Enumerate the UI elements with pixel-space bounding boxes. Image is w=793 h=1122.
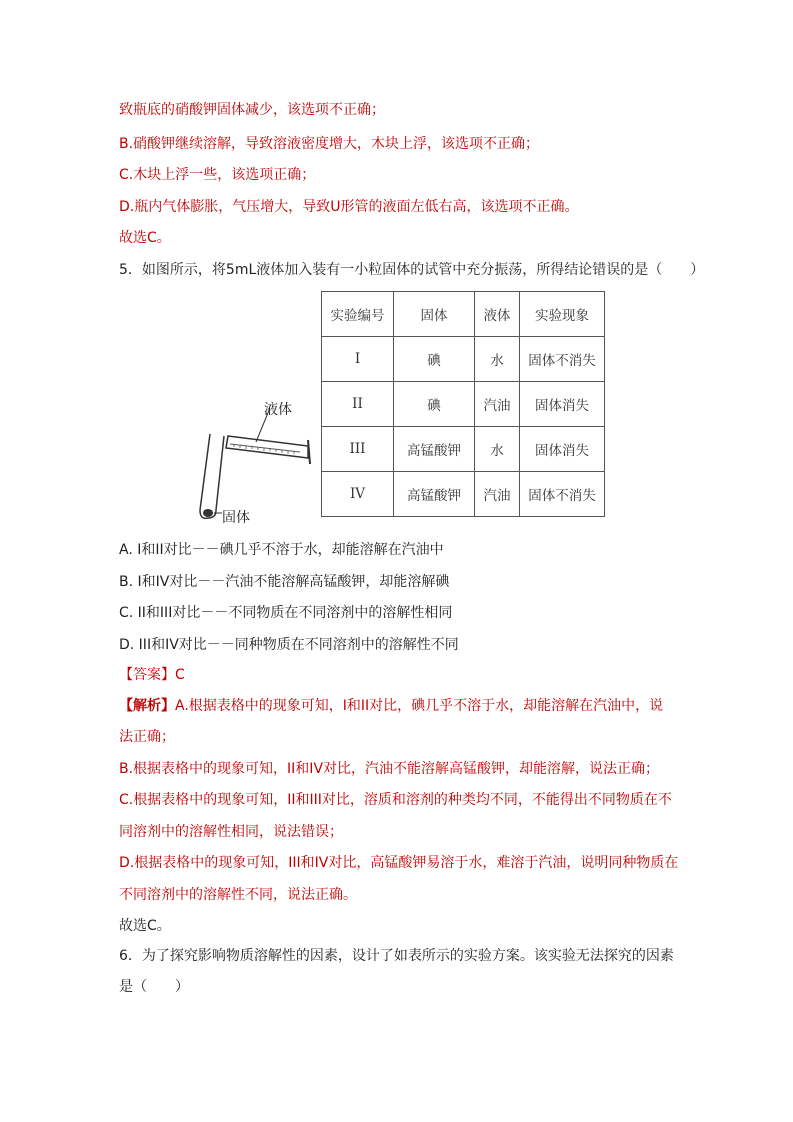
question-5-stem: 5．如图所示，将5mL液体加入装有一小粒固体的试管中充分振荡，所得结论错误的是（ ） bbox=[119, 262, 705, 278]
solid-label: 固体 bbox=[222, 510, 250, 526]
table-cell: 高锰酸钾 bbox=[394, 427, 475, 472]
table-cell: 固体消失 bbox=[520, 382, 605, 427]
analysis-text: A.根据表格中的现象可知，I和II对比，碘几乎不溶于水，却能溶解在汽油中，说 bbox=[175, 698, 664, 714]
question-6-stem-cont: 是（ ） bbox=[119, 979, 189, 995]
liquid-label: 液体 bbox=[264, 402, 292, 418]
option-b: B. I和IV对比－－汽油不能溶解高锰酸钾，却能溶解碘 bbox=[119, 574, 450, 590]
table-cell: 碘 bbox=[394, 337, 475, 382]
option-d: D. III和IV对比－－同种物质在不同溶剂中的溶解性不同 bbox=[119, 637, 459, 653]
table-header-row bbox=[322, 292, 605, 337]
table-cell: 水 bbox=[475, 427, 520, 472]
analysis-line: 致瓶底的硝酸钾固体减少，该选项不正确； bbox=[119, 102, 385, 118]
option-a: A. I和II对比－－碘几乎不溶于水，却能溶解在汽油中 bbox=[119, 542, 444, 558]
table-row bbox=[322, 472, 605, 517]
table-header: 实验编号 bbox=[322, 292, 394, 337]
table-cell: 碘 bbox=[394, 382, 475, 427]
question-6-stem: 6．为了探究影响物质溶解性的因素，设计了如表所示的实验方案。该实验无法探究的因素 bbox=[119, 948, 674, 964]
analysis-tag: 【解析】 bbox=[119, 698, 175, 714]
table-cell: I bbox=[322, 337, 394, 382]
answer-line: 【答案】C bbox=[119, 667, 185, 683]
table-row bbox=[322, 337, 605, 382]
analysis-line-a1 bbox=[119, 696, 663, 716]
solid-particle bbox=[203, 509, 213, 517]
table-cell: 水 bbox=[475, 337, 520, 382]
table-cell: II bbox=[322, 382, 394, 427]
table-header: 固体 bbox=[394, 292, 475, 337]
analysis-line: D.根据表格中的现象可知，III和IV对比，高锰酸钾易溶于水，难溶于汽油，说明同种物质在 bbox=[119, 855, 679, 871]
table-cell: 汽油 bbox=[475, 382, 520, 427]
vertical-test-tube bbox=[200, 434, 224, 518]
table-cell: 高锰酸钾 bbox=[394, 472, 475, 517]
analysis-line: 不同溶剂中的溶解性不同，说法正确。 bbox=[119, 887, 357, 903]
table-cell: 固体消失 bbox=[520, 427, 605, 472]
conclusion-line: 故选C。 bbox=[119, 230, 171, 246]
analysis-line: C.根据表格中的现象可知，II和III对比，溶质和溶剂的种类均不同，不能得出不同物质在不 bbox=[119, 792, 672, 808]
table-header: 液体 bbox=[475, 292, 520, 337]
table-cell: 汽油 bbox=[475, 472, 520, 517]
analysis-line: D.瓶内气体膨胀，气压增大，导致U形管的液面左低右高，该选项不正确。 bbox=[119, 199, 579, 215]
table-header: 实验现象 bbox=[520, 292, 605, 337]
analysis-line: C.木块上浮一些，该选项正确； bbox=[119, 167, 316, 183]
table-row bbox=[322, 427, 605, 472]
table-cell: 固体不消失 bbox=[520, 472, 605, 517]
analysis-line: B.硝酸钾继续溶解，导致溶液密度增大，木块上浮，该选项不正确； bbox=[119, 136, 540, 152]
table-cell: 固体不消失 bbox=[520, 337, 605, 382]
test-tube-figure bbox=[190, 400, 320, 525]
table-row bbox=[322, 382, 605, 427]
analysis-line: 同溶剂中的溶解性相同，说法错误； bbox=[119, 824, 343, 840]
experiment-table bbox=[321, 291, 605, 517]
analysis-line: B.根据表格中的现象可知，II和IV对比，汽油不能溶解高锰酸钾，却能溶解，说法正确； bbox=[119, 761, 660, 777]
analysis-line: 法正确； bbox=[119, 729, 175, 745]
conclusion-line: 故选C。 bbox=[119, 918, 171, 934]
table-cell: IV bbox=[322, 472, 394, 517]
table-cell: III bbox=[322, 427, 394, 472]
option-c: C. II和III对比－－不同物质在不同溶剂中的溶解性相同 bbox=[119, 605, 453, 621]
